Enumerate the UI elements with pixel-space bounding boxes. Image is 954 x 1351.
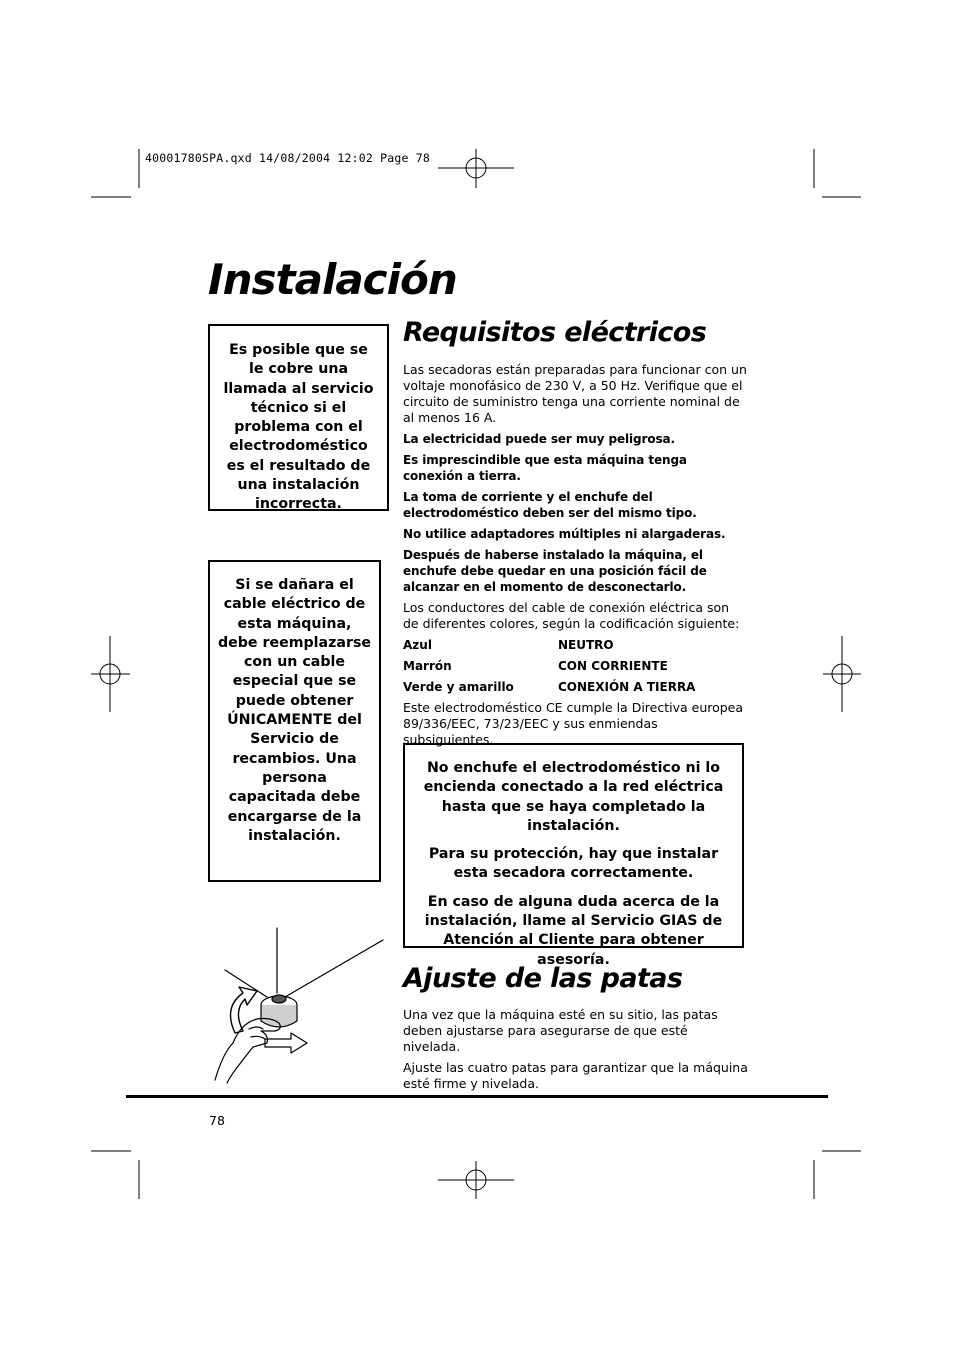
page-number: 78: [209, 1113, 225, 1128]
feet-paragraph: Una vez que la máquina esté en su sitio, las patas deben ajustarse para asegurarse de que esté nivelada.: [403, 1007, 718, 1054]
installation-warning-box: [403, 743, 744, 968]
warning-paragraph: En caso de alguna duda acerca de la instalación, llame al Servicio GIAS de Atención al Cliente para obtener asesoría.: [424, 893, 723, 968]
cost-notice-text: Es posible que se le cobre una llamada al servicio técnico si el problema con el electrodoméstico es el resultado de una instalación incorrecta.: [223, 342, 374, 513]
feet-paragraph: Ajuste las cuatro patas para garantizar que la máquina esté firme y nivelada.: [403, 1060, 748, 1091]
electrical-section: [403, 362, 748, 753]
electrical-intro: Las secadoras están preparadas para funcionar con un voltaje monofásico de 230 V, a 50 Hz. Verifique que el circuito de suministro tenga una corriente nominal de al menos 16 A.: [403, 362, 747, 425]
footer-rule: [126, 1095, 828, 1098]
compliance-text: Este electrodoméstico CE cumple la Directiva europea 89/336/EEC, 73/23/EEC y sus enmiendas subsiguientes.: [403, 700, 744, 747]
feet-heading: Ajuste de las patas: [403, 963, 683, 994]
wire-color: Marrón: [403, 658, 452, 673]
cable-notice-text: Si se dañara el cable eléctrico de esta máquina, debe reemplazarse con un cable especial que se puede obtener ÚNICAMENTE del Servicio de recambios. Una persona capacitada debe encargarse de la instalación.: [218, 577, 372, 844]
cable-notice-box: [208, 560, 381, 882]
electrical-heading: Requisitos eléctricos: [403, 317, 707, 348]
wire-color: Verde y amarillo: [403, 679, 514, 694]
colors-intro: Los conductores del cable de conexión eléctrica son de diferentes colores, según la codificación siguiente:: [403, 600, 740, 631]
wire-meaning: CONEXIÓN A TIERRA: [558, 679, 696, 694]
registration-mark-bottom: [438, 1161, 514, 1199]
electrical-warning: No utilice adaptadores múltiples ni alargaderas.: [403, 527, 726, 541]
registration-mark-right: [823, 636, 861, 712]
wire-color: Azul: [403, 637, 432, 652]
file-slug: 40001780SPA.qxd 14/08/2004 12:02 Page 78: [145, 151, 430, 165]
electrical-warning: La toma de corriente y el enchufe del electrodoméstico deben ser del mismo tipo.: [403, 490, 697, 520]
table-row: [403, 655, 748, 676]
page-title: Instalación: [208, 255, 457, 304]
foot-adjustment-illustration: [205, 925, 390, 1085]
warning-paragraph: No enchufe el electrodoméstico ni lo encienda conectado a la red eléctrica hasta que se haya completado la instalación.: [423, 760, 724, 834]
table-row: [403, 634, 748, 655]
warning-paragraph: Para su protección, hay que instalar esta secadora correctamente.: [428, 846, 719, 882]
wire-meaning: CON CORRIENTE: [558, 658, 668, 673]
electrical-warning: Después de haberse instalado la máquina, el enchufe debe quedar en una posición fácil de alcanzar en el momento de desconectarlo.: [403, 548, 707, 594]
feet-section: [403, 1007, 748, 1097]
electrical-warning: La electricidad puede ser muy peligrosa.: [403, 432, 675, 446]
registration-mark-left: [91, 636, 130, 712]
registration-mark-top: [438, 149, 514, 188]
cost-notice-box: [208, 324, 389, 511]
color-code-table: [403, 634, 748, 697]
wire-meaning: NEUTRO: [558, 637, 614, 652]
table-row: [403, 676, 748, 697]
electrical-warning: Es imprescindible que esta máquina tenga conexión a tierra.: [403, 453, 687, 483]
